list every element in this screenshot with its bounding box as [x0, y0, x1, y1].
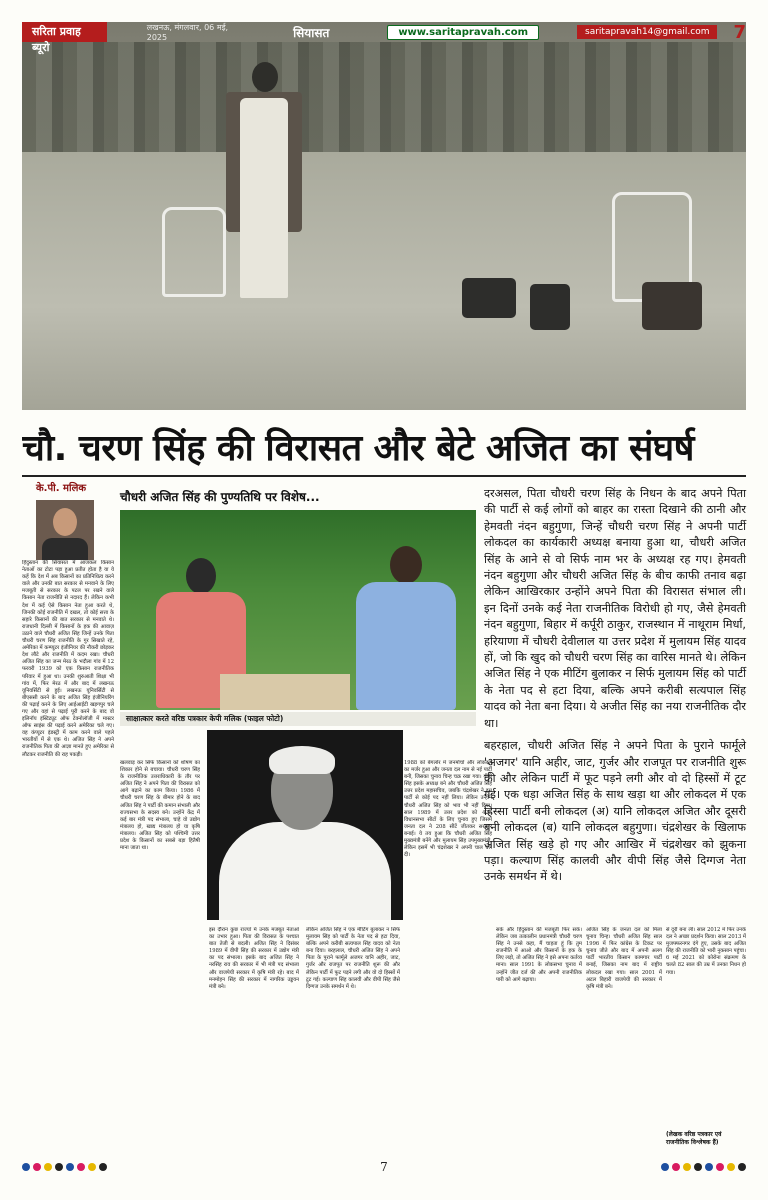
body-column-6: सके और हिंदुस्तान की मजबूती फिर सके। लेकिन जब तत्कालीन प्रधानमंत्री चौधरी चरण सिंह ने उनसे कहा, मैं चाहता हूं कि तुम राजनीति में आओ और किसानों के हक के लिए लड़ो, तो अजित सिंह ने इसे अपना कर्तव्य माना। साल 1991 के लोकसभा चुनाव में उन्होंने जीत दर्ज की और अपनी राजनीतिक पारी को आगे बढ़ाया।	[496, 927, 582, 983]
body-column-8: से दूरी बना ली। साल 2012 में फिर उनके दल ने अच्छा प्रदर्शन किया। साल 2013 में मुजफ्फरनगर दंगे हुए, उसके बाद अजित सिंह की राजनीति को भारी नुकसान पहुंचा। 6 मई 2021 को कोरोना संक्रमण के चलते 82 साल की उम्र में उनका निधन हो गया।	[666, 927, 746, 976]
footer-dot	[88, 1163, 96, 1171]
hero-speaker	[218, 62, 308, 342]
footer-dot	[661, 1163, 669, 1171]
brand-label: सरिता प्रवाह ब्यूरो	[22, 22, 107, 42]
page-header	[22, 21, 746, 54]
author-avatar	[36, 500, 94, 560]
footer-dots-left	[22, 1163, 107, 1171]
footer-dot	[55, 1163, 63, 1171]
author-note: (लेखक वरिष्ठ पत्रकार एवं राजनीतिक विश्लेषक हैं)	[666, 1131, 722, 1146]
footer-dot	[727, 1163, 735, 1171]
intro-paragraph-2: बहरहाल, चौधरी अजित सिंह ने अपने पिता के पुराने फार्मूले 'अजगर' यानि अहीर, जाट, गुर्जर और राजपूत पर राजनीति शुरू की और लेकिन पार्टी में फूट पड़ने लगी और वो दो हिस्सों में टूट गई। एक धड़ा अजित सिंह के साथ खड़ा था और लोकदल में एक हिस्सा पार्टी बनी लोकदल (अ) यानि लोकदल अजित और दूसरी बनी लोकदल (ब) यानि लोकदल बहुगुणा। चंद्रशेखर के खिलाफ अजित सिंह खड़े हो गए और आखिर में चंद्रशेखर को झुकना पड़ा। कल्याण सिंह कालवी और वीपी सिंह जैसे दिग्गज नेता उनके समर्थन में थे।	[484, 739, 746, 884]
email-link[interactable]: saritapravah14@gmail.com	[577, 25, 717, 39]
footer-dot	[33, 1163, 41, 1171]
footer-dot	[694, 1163, 702, 1171]
page-flag: 7	[733, 21, 746, 43]
footer-dots-right	[661, 1163, 746, 1171]
footer-dot	[99, 1163, 107, 1171]
body-column-7: अजित सिंह के जनता दल को मिला चुनाव चिन्ह। चौधरी अजित सिंह साल 1996 में फिर कांग्रेस के टिकट पर चुनाव जीते और बाद में अपनी अलग पार्टी भारतीय किसान कामगार पार्टी बनाई, जिसका नाम बाद में राष्ट्रीय लोकदल रखा गया। साल 2001 में अटल बिहारी वाजपेयी की सरकार में कृषि मंत्री बने।	[586, 927, 662, 990]
footer-dot	[738, 1163, 746, 1171]
portrait-hair	[269, 746, 335, 774]
footer-dot	[22, 1163, 30, 1171]
author-shirt	[42, 538, 88, 560]
body-column-3: इस दौरान कुछ राज्यों में उनके मजबूत नेताओं का उभार हुआ। पिता की विरासत के पश्चात बात तेजी से बदली। अजित सिंह ने दिसंबर 1989 में वीपी सिंह की सरकार में उद्योग मंत्री का पद संभाला। इसके बाद अजित सिंह ने नरसिंह राव की सरकार में भी मंत्री पद संभाला और वाजपेयी सरकार में कृषि मंत्री रहे। बाद में मनमोहन सिंह की सरकार में नागरिक उड्डयन मंत्री बने।	[209, 927, 299, 990]
headline-rule	[22, 475, 746, 477]
hero-chair-left	[162, 207, 226, 297]
hero-camera	[642, 282, 702, 330]
hero-bag-1	[462, 278, 516, 318]
headline: चौ. चरण सिंह की विरासत और बेटे अजित का संघर्ष	[22, 428, 694, 469]
footer-dot	[716, 1163, 724, 1171]
website-link[interactable]: www.saritapravah.com	[387, 25, 539, 40]
page-footer	[22, 1160, 746, 1174]
body-column-2: खलवाड़ कर सिर्फ किसानों को शोषण का शिकार होने से बचाया। चौधरी चरण सिंह के राजनीतिक उत्तराधिकारी के तौर पर अजित सिंह ने अपने पिता की विरासत को आगे बढ़ाने का काम किया। 1986 में चौधरी चरण सिंह के बीमार होने के बाद अजित सिंह ने पार्टी की कमान संभाली और राज्यसभा के सदस्य बने। उन्होंने केंद्र में कई बार मंत्री पद संभाला, चाहे वो उद्योग मंत्रालय हो, खाद्य मंत्रालय हो या कृषि मंत्रालय। अजित सिंह को पश्चिमी उत्तर प्रदेश के किसानों का सबसे बड़ा हितैषी माना जाता था।	[120, 760, 200, 852]
interview-photo	[120, 510, 476, 710]
interview-photo-right-person	[350, 546, 462, 710]
portrait-shirt	[219, 822, 391, 920]
footer-dot	[683, 1163, 691, 1171]
footer-dot	[77, 1163, 85, 1171]
hero-speaker-head	[252, 62, 278, 92]
body-column-5: 1988 को बेंगलोर में जनमोर्चा और लोकदल का मर्जर हुआ और जनता दल नाम से नई पार्टी बनी, जिसका चुनाव चिन्ह चक्र रखा गया। वीपी सिंह इसके अध्यक्ष बने और चौधरी अजित सिंह उत्तर प्रदेश महासचिव, जबकि चंद्रशेखर ने इस पार्टी से कोई पद नहीं लिया। लेकिन उन्होंने चौधरी अजित सिंह को भाव भी नहीं दिया। साल 1989 में उत्तर प्रदेश को 425 विधानसभा सीटों के लिए चुनाव हुए जिसमें जनता दल ने 208 सीटें जीतकर सरकार बनाई। ये तय हुआ कि चौधरी अजित सिंह मुख्यमंत्री बनेंगे और मुलायम सिंह उपमुख्यमंत्री, लेकिन इसमें भी चंद्रशेखर ने अपनी चाल चल दी।	[404, 760, 492, 859]
interview-table	[220, 674, 350, 710]
footer-dot	[66, 1163, 74, 1171]
kicker: चौधरी अजित सिंह की पुण्यतिथि पर विशेष...	[120, 490, 320, 504]
body-column-4: लेकिन अजित सिंह ने एक मीटिंग बुलाकर न सिर्फ मुलायम सिंह को पार्टी के नेता पद से हटा दिया, बल्कि अपने करीबी सत्यपाल सिंह यादव को नेता बना दिया। बरहलाल, चौधरी अजित सिंह ने अपने पिता के पुराने फार्मूले अजगर यानि अहीर, जाट, गुर्जर और राजपूत पर राजनीति शुरू की और लेकिन पार्टी में फूट पड़ने लगी और वो दो हिस्सों में टूट गई। कल्याण सिंह कालवी और वीपी सिंह जैसे दिग्गज उनके समर्थन में थे।	[306, 927, 400, 990]
footer-dot	[44, 1163, 52, 1171]
page-number: 7	[380, 1160, 388, 1174]
hero-speaker-kurta	[240, 98, 288, 298]
author-face	[53, 508, 77, 536]
author-name: के.पी. मलिक	[36, 483, 87, 494]
section-label: सियासत	[293, 25, 330, 40]
hero-trees	[22, 42, 746, 152]
byline	[22, 480, 114, 560]
footer-dot	[672, 1163, 680, 1171]
footer-dot	[705, 1163, 713, 1171]
hero-bag-2	[530, 284, 570, 330]
body-column-1: हिंदुस्तान की सियासत में आजकल किसान नेताओं का टोटा पड़ा हुआ प्रतीत होता है या ये कहें कि देश में अब किसानों का प्रतिनिधित्व करने वाले और उनकी बात सरकार से मनवाने के लिए मजबूती से सरकार के पटल पर रखने वाले किसान नेता राजनीति से नदारद हैं। लेकिन कभी देश में कई ऐसे किसान नेता हुआ करते थे, जिनकी कोई राजनीति में दखल, तो कोई सत्ता के सहारे किसानों की बात सरकार से मनवाते थे। राजधानी दिल्ली में किसानों के हक की आवाज़ उठाने वाले चौधरी अजित सिंह जिन्हें उनके पिता चौधरी चरण सिंह राजनीति के गुर सिखाते रहे, अमेरिका में कम्प्यूटर इंजीनियर की नौकरी छोड़कर देश लौटे और राजनीति में कदम रखा। चौधरी अजित सिंह का जन्म मेरठ के भदौला गांव में 12 फरवरी 1939 को एक किसान राजनीतिक परिवार में हुआ था। उनकी शुरुआती शिक्षा भी गांव में, फिर मेरठ में और बाद में लखनऊ यूनिवर्सिटी से हुई। लखनऊ यूनिवर्सिटी से बीएससी करने के बाद अजित सिंह इंजीनियरिंग की पढ़ाई करने के लिए आईआईटी खड़गपुर चले गए और वहां से पढ़ाई पूरी करने के बाद वो इलिनॉय इंस्टिट्यूट ऑफ टेक्नोलॉजी में मास्टर ऑफ साइंस की पढ़ाई करने अमेरिका चले गए। वह कंप्यूटर इंडस्ट्री में काम करने वाले पहले भारतीयों में से एक थे। अजित सिंह ने अपने राजनीतिक पिता की आज्ञा मानते हुए अमेरिका से लौटकर राजनीति की राह पकड़ी।	[22, 560, 114, 758]
dateline: लखनऊ, मंगलवार, 06 मई, 2025	[146, 23, 229, 42]
intro-text	[484, 486, 746, 892]
hero-photo	[22, 22, 746, 410]
intro-paragraph-1: दरअसल, पिता चौधरी चरण सिंह के निधन के बाद अपने पिता की पार्टी से कई लोगों को बाहर का रास्ता दिखाने की ठानी और हेमवती नंदन बहुगुणा, जिन्हें चौधरी चरण सिंह ने अपनी पार्टी लोकदल का कार्यकारी अध्यक्ष बनाया हुआ था, चौधरी अजित सिंह के आने से वो सिर्फ नाम भर के अध्यक्ष रह गए। हेमवती नंदन बहुगुणा और चौधरी अजित सिंह के बीच काफी तनाव बढ़ा लेकिन आखिरकार उन्होंने अपने पिता की विरासत संभाल ली। इन दिनों उनके कई नेता राजनीतिक विरोधी हो गए, जैसे हेमवती नंदन बहुगुणा, बिहार में कर्पूरी ठाकुर, राजस्थान में नाथूराम मिर्धा, हरियाणा में चौधरी देवीलाल या उत्तर प्रदेश में मुलायम सिंह यादव हों, जो कि खुद को चौधरी चरण सिंह का वारिस मानते थे। लेकिन अजित सिंह ने एक मीटिंग बुलाकर न सिर्फ मुलायम सिंह को पार्टी के नेता पद से हटा दिया, बल्कि अपने करीबी सत्यपाल सिंह यादव को नेता बना दिया। ये अजीत सिंह का नया राजनीतिक दौर था।	[484, 487, 746, 730]
portrait-photo	[207, 730, 403, 920]
photo-caption: साक्षात्कार करते वरिष्ठ पत्रकार केपी मलिक (फाइल फोटो)	[120, 712, 476, 726]
